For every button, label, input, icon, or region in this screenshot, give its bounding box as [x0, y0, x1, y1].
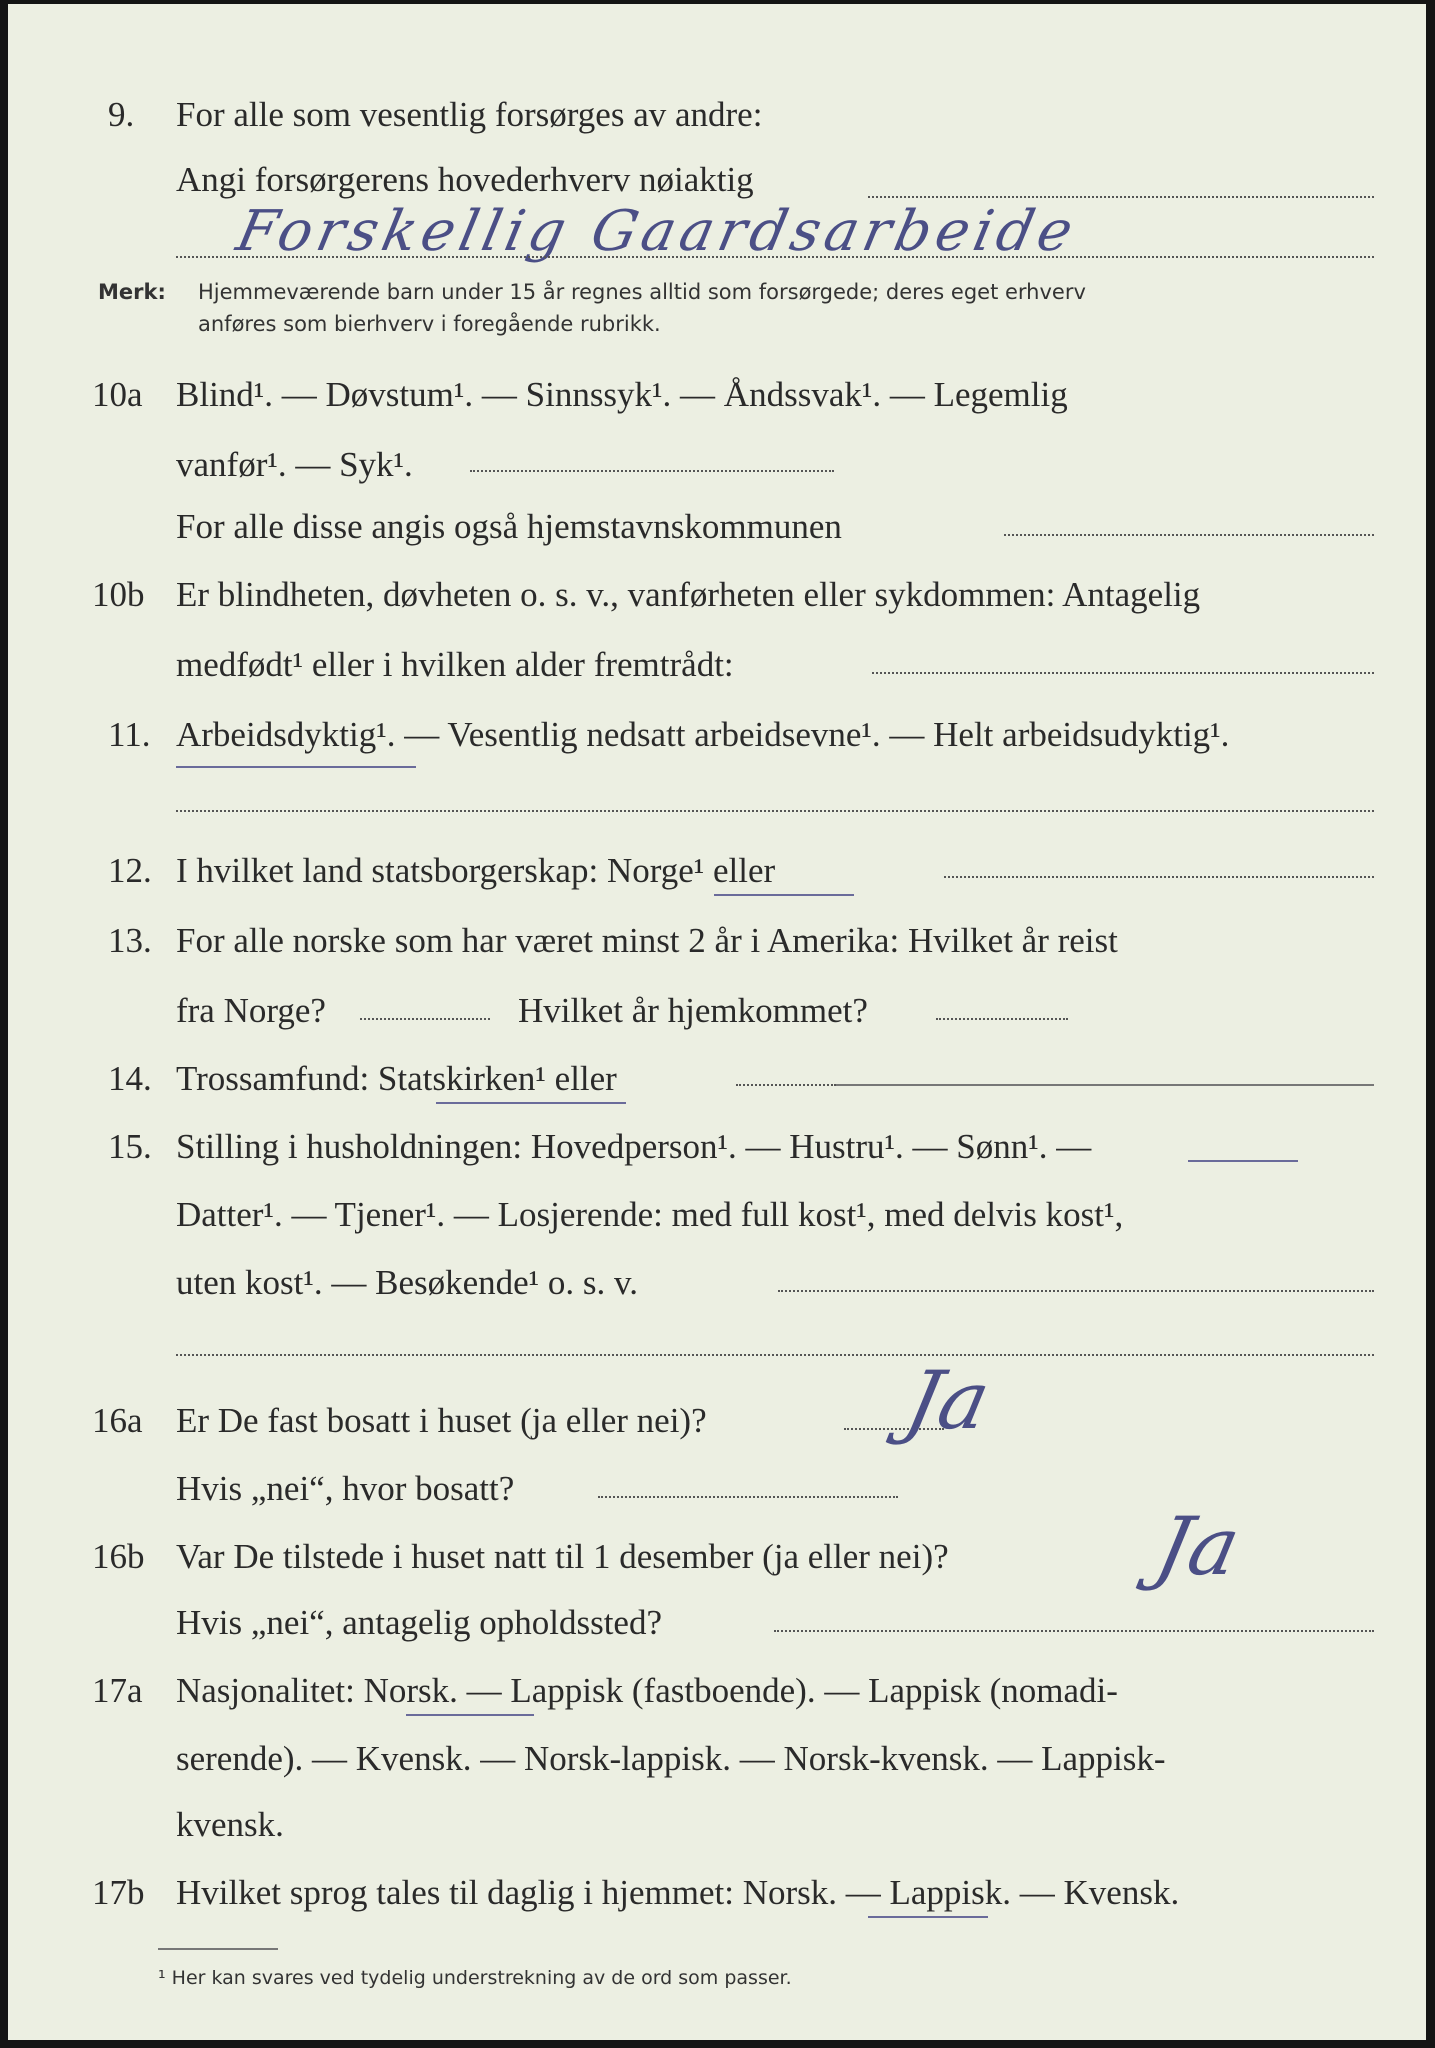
q11-number: 11.: [108, 715, 151, 754]
q16b-line1: Var De tilstede i huset natt til 1 desember (ja eller nei)?: [176, 1537, 949, 1576]
merk-label: Merk:: [98, 280, 166, 304]
q17b-number: 17b: [92, 1873, 145, 1912]
q13-line2b: Hvilket år hjemkommet?: [518, 991, 868, 1030]
footnote: ¹ Her kan svares ved tydelig understrekning av de ord som passer.: [158, 1967, 792, 1989]
q15-fill-line: [778, 1290, 1374, 1292]
q10b-line2: medfødt¹ eller i hvilken alder fremtrådt:: [176, 645, 734, 684]
q16a-line1: Er De fast bosatt i huset (ja eller nei)?: [176, 1401, 707, 1440]
q9-line1: For alle som vesentlig forsørges av andre:: [176, 95, 763, 134]
q17b-line1: Hvilket sprog tales til daglig i hjemmet: Norsk. — Lappisk. — Kvensk.: [176, 1873, 1180, 1912]
q9-number: 9.: [108, 95, 135, 134]
q11-fill-line: [176, 810, 1374, 812]
q11-underline-arbeidsdyktig: [176, 766, 416, 768]
footnote-rule: [158, 1948, 278, 1950]
q10b-fill-line: [872, 672, 1374, 674]
q15-underline-sonn: [1188, 1160, 1298, 1162]
q9-line2: Angi forsørgerens hovederhverv nøiaktig: [176, 160, 754, 199]
q15-number: 15.: [108, 1127, 152, 1166]
q10a-kommune-line: [1004, 534, 1374, 536]
q10a-line1: Blind¹. — Døvstum¹. — Sinnssyk¹. — Åndssvak¹. — Legemlig: [176, 375, 1068, 414]
q10b-number: 10b: [92, 575, 145, 614]
q14-fill-line-b: [836, 1084, 1374, 1086]
q16b-opholdssted-line: [774, 1630, 1374, 1632]
q17a-underline-norsk: [406, 1714, 534, 1716]
q13-line2a: fra Norge?: [176, 991, 326, 1030]
q12-fill-line: [944, 876, 1374, 878]
q13-number: 13.: [108, 921, 152, 960]
q12-underline-norge: [714, 894, 854, 896]
q10a-line3: For alle disse angis også hjemstavnskommunen: [176, 507, 842, 546]
q17a-number: 17a: [92, 1671, 143, 1710]
q14-underline-statskirken: [436, 1102, 626, 1104]
q16a-bosatt-line: [598, 1496, 898, 1498]
q9-answer-line: [176, 256, 1374, 258]
q14-number: 14.: [108, 1059, 152, 1098]
q13-line1: For alle norske som har været minst 2 år i Amerika: Hvilket år reist: [176, 921, 1118, 960]
q15-line2: Datter¹. — Tjener¹. — Losjerende: med full kost¹, med delvis kost¹,: [176, 1195, 1124, 1234]
q10b-line1: Er blindheten, døvheten o. s. v., vanførheten eller sykdommen: Antagelig: [176, 575, 1201, 614]
q16b-line2: Hvis „nei“, antagelig opholdssted?: [176, 1603, 662, 1642]
q10a-number: 10a: [92, 375, 143, 414]
q13-hjemkommet-line: [936, 1018, 1068, 1020]
merk-line1: Hjemmeværende barn under 15 år regnes alltid som forsørgede; deres eget erhverv: [198, 280, 1086, 304]
merk-line2: anføres som bierhverv i foregående rubrikk.: [198, 312, 661, 336]
q17b-underline-norsk: [868, 1916, 988, 1918]
census-form-page: [8, 4, 1426, 2040]
q16a-number: 16a: [92, 1401, 143, 1440]
q15-extra-line: [176, 1354, 1374, 1356]
q17a-line1: Nasjonalitet: Norsk. — Lappisk (fastboende). — Lappisk (nomadi-: [176, 1671, 1118, 1710]
q16a-line2: Hvis „nei“, hvor bosatt?: [176, 1469, 515, 1508]
q16b-handwritten-answer: Ja: [1148, 1500, 1248, 1593]
q9-handwritten-answer: Forskellig Gaardsarbeide: [231, 199, 1084, 264]
q14-fill-line-a: [736, 1084, 836, 1086]
q17a-line3: kvensk.: [176, 1805, 284, 1844]
q12-number: 12.: [108, 851, 152, 890]
q13-reist-line: [360, 1018, 490, 1020]
q11-line1: Arbeidsdyktig¹. — Vesentlig nedsatt arbeidsevne¹. — Helt arbeidsudyktig¹.: [176, 715, 1230, 754]
q15-line1: Stilling i husholdningen: Hovedperson¹. — Hustru¹. — Sønn¹. —: [176, 1127, 1092, 1166]
q16a-handwritten-answer: Ja: [898, 1354, 998, 1447]
q14-line1: Trossamfund: Statskirken¹ eller: [176, 1059, 617, 1098]
q10a-line2: vanfør¹. — Syk¹.: [176, 445, 413, 484]
q15-line3: uten kost¹. — Besøkende¹ o. s. v.: [176, 1263, 639, 1302]
q17a-line2: serende). — Kvensk. — Norsk-lappisk. — Norsk-kvensk. — Lappisk-: [176, 1739, 1166, 1778]
q9-fill-line: [868, 196, 1374, 198]
q16b-number: 16b: [92, 1537, 145, 1576]
q12-line1: I hvilket land statsborgerskap: Norge¹ eller: [176, 851, 776, 890]
q10a-fill-line: [470, 470, 834, 472]
